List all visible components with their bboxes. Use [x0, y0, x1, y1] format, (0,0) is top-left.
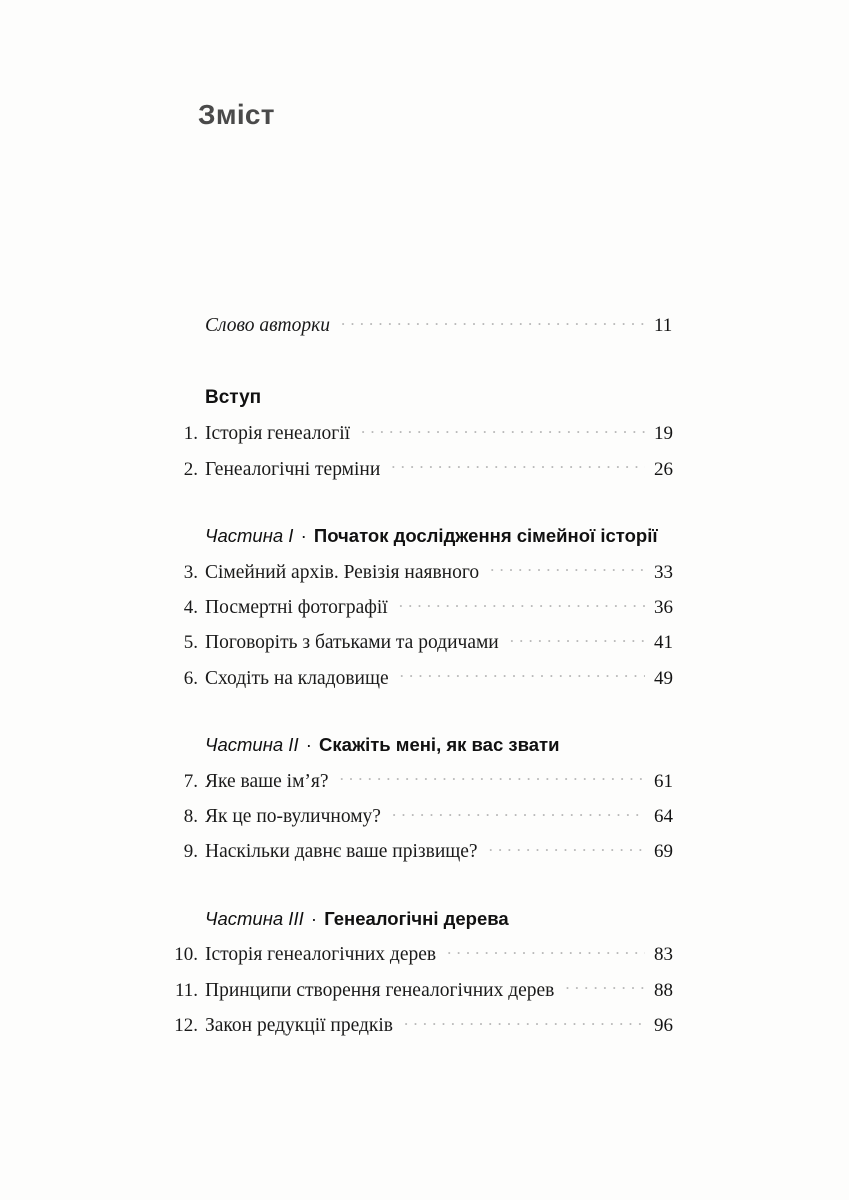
part-heading-separator: · [300, 734, 318, 756]
toc-entry-page-number: 33 [654, 561, 673, 583]
toc-entry-label: Яке ваше ім’я? [205, 770, 329, 792]
part-heading-title: Генеалогічні дерева [324, 907, 509, 929]
spacer [0, 410, 849, 422]
toc-entry-page-number: 88 [654, 979, 673, 1001]
toc-entry-number: 2. [183, 458, 198, 480]
toc-entry-label: Історія генеалогічних дерев [205, 944, 437, 966]
spacer [0, 931, 849, 943]
toc-entry[interactable] [0, 422, 849, 446]
spacer [0, 865, 849, 906]
toc-entry[interactable] [0, 631, 849, 655]
spacer [0, 758, 849, 770]
part-heading-separator: · [295, 525, 312, 547]
spacer [0, 691, 849, 732]
toc-entry-label: Наскільки давнє ваше прізвище? [205, 841, 478, 863]
dot-leader [341, 315, 645, 331]
toc-entry-number: 11. [174, 979, 198, 1001]
toc-entry[interactable] [0, 1014, 849, 1038]
toc-entry[interactable] [0, 314, 849, 338]
toc-entry[interactable] [0, 458, 849, 482]
dot-leader [399, 597, 645, 613]
dot-leader [400, 668, 645, 684]
toc-entry-label: Слово авторки [205, 315, 330, 336]
part-heading [0, 523, 849, 549]
toc-entry-page-number: 61 [654, 770, 673, 792]
toc-entry-label: Сходіть на кладовище [205, 667, 389, 689]
part-heading-label: Частина II [205, 734, 299, 756]
toc-list [0, 314, 849, 1039]
toc-entry-page-number: 26 [654, 458, 673, 480]
part-heading-title: Початок дослідження сімейної історії [313, 525, 658, 547]
dot-leader [490, 562, 645, 578]
toc-entry-page-number: 19 [654, 423, 673, 445]
dot-leader [340, 771, 645, 787]
toc-entry[interactable] [0, 805, 849, 829]
toc-entry-number: 3. [183, 561, 198, 583]
spacer [0, 482, 849, 523]
part-heading [0, 906, 849, 932]
toc-entry-label: Історія генеалогії [205, 423, 351, 445]
dot-leader [489, 841, 645, 857]
toc-entry[interactable] [0, 561, 849, 585]
dot-leader [447, 944, 645, 960]
section-heading: Вступ [205, 387, 262, 409]
toc-entry[interactable] [0, 840, 849, 864]
page-title: Зміст [198, 99, 275, 130]
toc-entry-number: 7. [183, 770, 198, 792]
toc-entry-number: 10. [174, 944, 198, 966]
toc-entry-page-number: 96 [654, 1015, 673, 1037]
toc-entry-label: Генеалогічні терміни [205, 458, 381, 480]
part-heading-title: Скажіть мені, як вас звати [319, 734, 560, 756]
part-heading-label: Частина I [205, 525, 294, 547]
toc-entry-label: Сімейний архів. Ревізія наявного [205, 561, 480, 583]
toc-entry[interactable] [0, 943, 849, 967]
toc-entry-label: Принципи створення генеалогічних дерев [205, 979, 555, 1001]
part-heading [0, 732, 849, 758]
toc-entry-number: 4. [183, 597, 198, 619]
toc-entry-label: Посмертні фотографії [205, 597, 388, 619]
dot-leader [565, 980, 645, 996]
toc-entry-page-number: 69 [654, 841, 673, 863]
toc-entry-label: Як це по-вуличному? [205, 806, 381, 828]
spacer [0, 338, 849, 385]
toc-entry[interactable] [0, 770, 849, 794]
toc-entry[interactable] [0, 979, 849, 1003]
toc-entry-page-number: 11 [654, 315, 673, 336]
toc-entry-number: 8. [183, 806, 198, 828]
toc-entry-label: Поговоріть з батьками та родичами [205, 632, 499, 654]
toc-entry-number: 1. [183, 423, 198, 445]
dot-leader [404, 1015, 645, 1031]
spacer [0, 549, 849, 561]
part-heading-label: Частина III [205, 907, 304, 929]
toc-entry-number: 9. [183, 841, 198, 863]
dot-leader [391, 459, 645, 475]
toc-entry-number: 5. [183, 632, 198, 654]
toc-entry-page-number: 83 [654, 944, 673, 966]
toc-entry-page-number: 49 [654, 667, 673, 689]
dot-leader [392, 806, 645, 822]
toc-entry-label: Закон редукції предків [205, 1015, 394, 1037]
toc-entry-page-number: 36 [654, 597, 673, 619]
toc-entry-number: 12. [174, 1015, 198, 1037]
toc-entry-number: 6. [183, 667, 198, 689]
toc-entry-page-number: 41 [654, 632, 673, 654]
part-heading-separator: · [305, 907, 323, 929]
dot-leader [361, 423, 645, 439]
toc-entry[interactable] [0, 596, 849, 620]
toc-entry-page-number: 64 [654, 806, 673, 828]
dot-leader [510, 632, 645, 648]
toc-entry[interactable] [0, 667, 849, 691]
